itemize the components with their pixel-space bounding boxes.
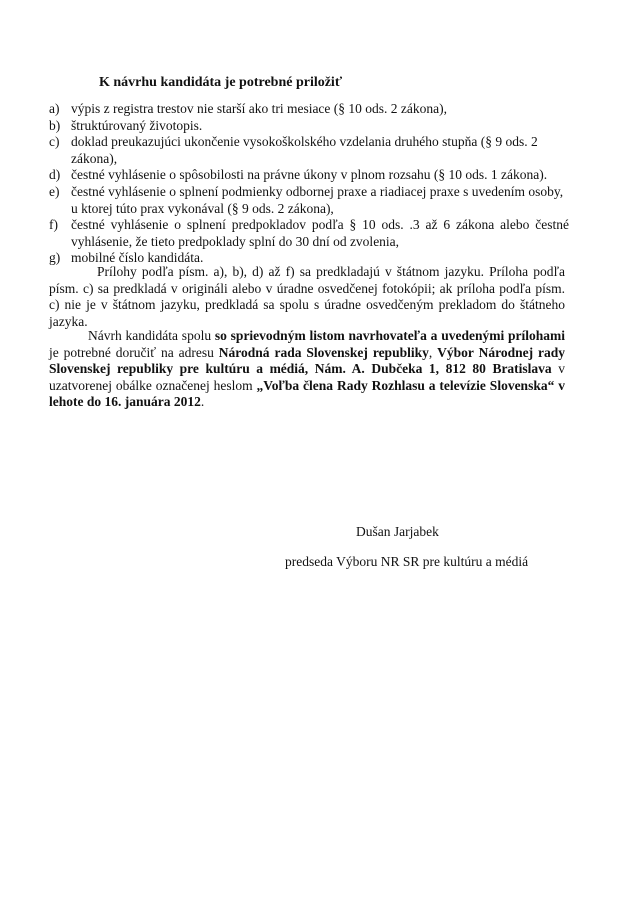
list-marker: d): [49, 167, 61, 183]
list-item-text: štruktúrovaný životopis.: [71, 117, 203, 133]
list-item-text: čestné vyhlásenie o splnení predpokladov podľa § 10 ods. .3 až 6 zákona alebo čestné vyhlásenie, že tieto predpoklady splní do 30 dní od zvolenia,: [71, 217, 569, 249]
language-requirements-paragraph: Prílohy podľa písm. a), b), d) až f) sa predkladajú v štátnom jazyku. Príloha podľa písm. c) sa predkladá v origináli alebo v úradne osvedčenej fotokópii; ak príloha podľa písm. c) nie je v štátnom jazyku, predkladá sa spolu s úradne osvedčeným prekladom do štátneho jazyka.: [49, 264, 565, 329]
list-marker: c): [49, 134, 60, 150]
list-item: [49, 118, 569, 135]
list-item-text: čestné vyhlásenie o spôsobilosti na právne úkony v plnom rozsahu (§ 10 ods. 1 zákona).: [71, 167, 548, 183]
delivery-instructions-paragraph: [49, 328, 565, 411]
list-item: [49, 184, 569, 217]
list-item-text: doklad preukazujúci ukončenie vysokoškolského vzdelania druhého stupňa (§ 9 ods. 2 zákona),: [71, 134, 538, 166]
list-marker: e): [49, 183, 60, 199]
list-item-text: výpis z registra trestov nie starší ako tri mesiace (§ 10 ods. 2 zákona),: [71, 101, 448, 116]
list-item-text: čestné vyhlásenie o splnení podmienky odbornej praxe a riadiacej praxe s uvedením osoby, u ktorej túto prax vykonával (§ 9 ods. 2 zákona),: [71, 183, 564, 216]
delivery-text: .: [200, 394, 205, 410]
list-marker: b): [49, 117, 61, 133]
list-item-text: mobilné číslo kandidáta.: [71, 250, 204, 266]
delivery-text: Návrh kandidáta spolu: [88, 328, 215, 343]
delivery-text: je potrebné doručiť na adresu: [49, 344, 219, 360]
signature-role: predseda Výboru NR SR pre kultúru a médiá: [285, 554, 529, 569]
signature-name: Dušan Jarjabek: [356, 524, 439, 539]
list-item: [49, 217, 569, 250]
delivery-text: v uzatvorenej obálke označenej heslom: [49, 361, 565, 393]
list-marker: a): [49, 101, 60, 116]
delivery-bold-address: Výbor Národnej rady Slovenskej republiky pre kultúru a médiá, Nám. A. Dubčeka 1, 812 80 Bratislava: [49, 344, 565, 377]
list-marker: g): [49, 250, 61, 266]
delivery-text: ,: [428, 344, 438, 360]
delivery-bold-attachments: so sprievodným listom navrhovateľa a uvedenými prílohami: [214, 328, 566, 343]
delivery-bold-recipient: Národná rada Slovenskej republiky: [218, 344, 429, 360]
list-item: [49, 101, 569, 118]
delivery-bold-deadline: „Voľba člena Rady Rozhlasu a televízie Slovenska“ v lehote do 16. januára 2012: [49, 377, 565, 410]
attachments-list: [49, 101, 569, 267]
list-marker: f): [49, 217, 58, 233]
list-item: [49, 134, 569, 167]
list-item: [49, 167, 569, 184]
attachments-heading: K návrhu kandidáta je potrebné priložiť: [99, 75, 343, 90]
